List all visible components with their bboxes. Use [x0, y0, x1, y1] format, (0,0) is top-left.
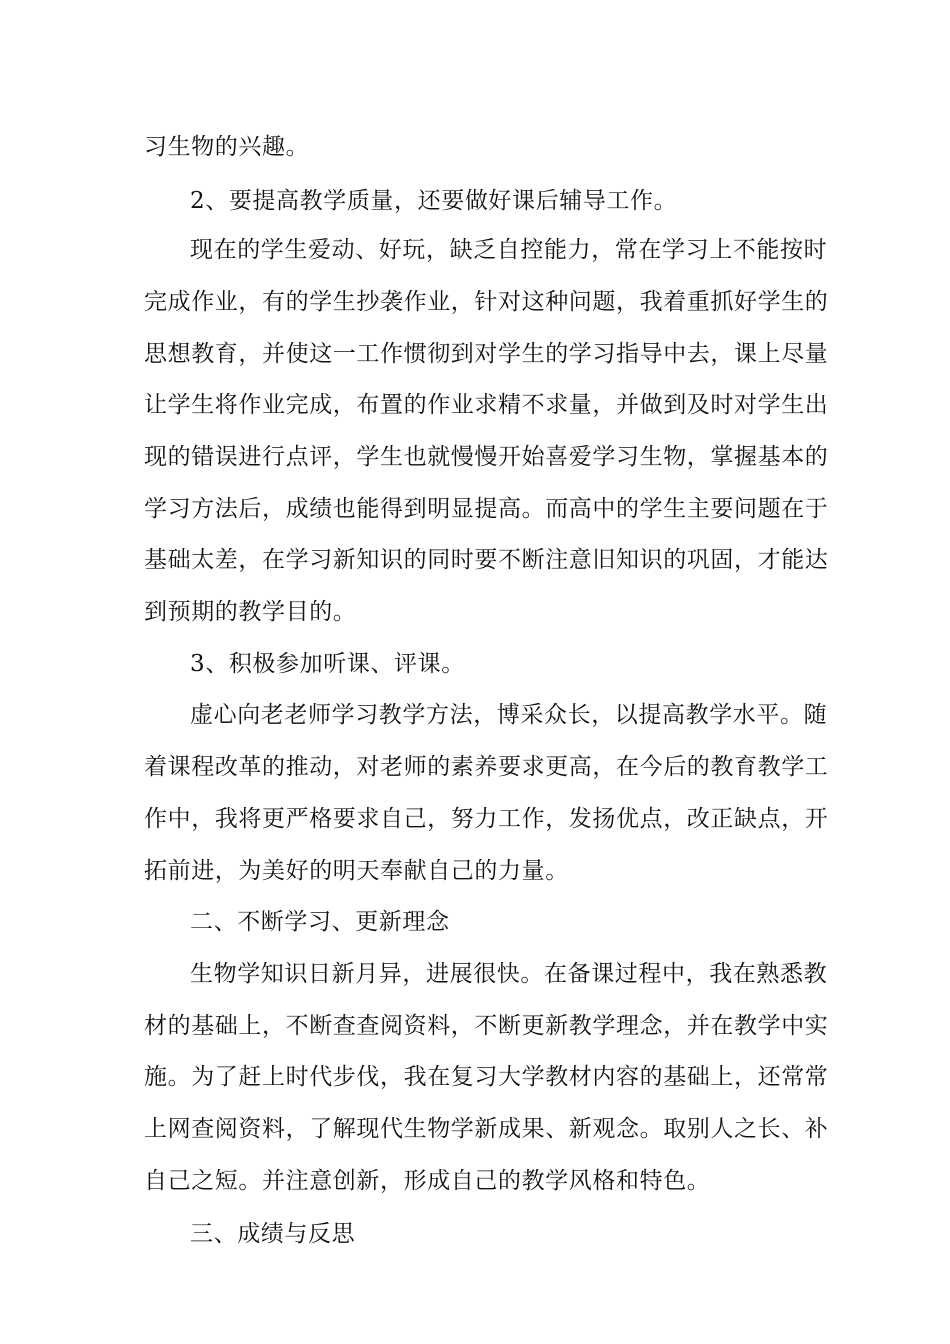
section-heading: 三、成绩与反思	[190, 1221, 356, 1247]
text-line: 基础太差，在学习新知识的同时要不断注意旧知识的巩固，才能达	[144, 547, 829, 573]
text-line: 上网查阅资料，了解现代生物学新成果、新观念。取别人之长、补	[144, 1116, 829, 1142]
text-line: 习生物的兴趣。	[144, 134, 310, 160]
section-heading: 3、积极参加听课、评课。	[190, 651, 465, 677]
text-line: 让学生将作业完成，布置的作业求精不求量，并做到及时对学生出	[144, 392, 829, 418]
text-line: 到预期的教学目的。	[144, 599, 357, 625]
text-line: 生物学知识日新月异，进展很快。在备课过程中，我在熟悉教	[190, 961, 828, 987]
section-heading: 2、要提高教学质量，还要做好课后辅导工作。	[190, 188, 678, 214]
text-line: 材的基础上，不断查查阅资料，不断更新教学理念，并在教学中实	[144, 1013, 829, 1039]
text-line: 作中，我将更严格要求自己，努力工作，发扬优点，改正缺点，开	[144, 806, 829, 832]
text-line: 自己之短。并注意创新，形成自己的教学风格和特色。	[144, 1168, 711, 1194]
section-heading: 二、不断学习、更新理念	[190, 909, 450, 935]
text-line: 现在的学生爱动、好玩，缺乏自控能力，常在学习上不能按时	[190, 237, 828, 263]
text-line: 学习方法后，成绩也能得到明显提高。而高中的学生主要问题在于	[144, 496, 829, 522]
text-line: 现的错误进行点评，学生也就慢慢开始喜爱学习生物，掌握基本的	[144, 444, 829, 470]
text-line: 完成作业，有的学生抄袭作业，针对这种问题，我着重抓好学生的	[144, 289, 829, 315]
text-line: 施。为了赶上时代步伐，我在复习大学教材内容的基础上，还常常	[144, 1064, 829, 1090]
text-line: 着课程改革的推动，对老师的素养要求更高，在今后的教育教学工	[144, 754, 829, 780]
text-line: 虚心向老老师学习教学方法，博采众长，以提高教学水平。随	[190, 702, 828, 728]
text-line: 拓前进，为美好的明天奉献自己的力量。	[144, 858, 569, 884]
text-line: 思想教育，并使这一工作惯彻到对学生的学习指导中去，课上尽量	[144, 341, 829, 367]
